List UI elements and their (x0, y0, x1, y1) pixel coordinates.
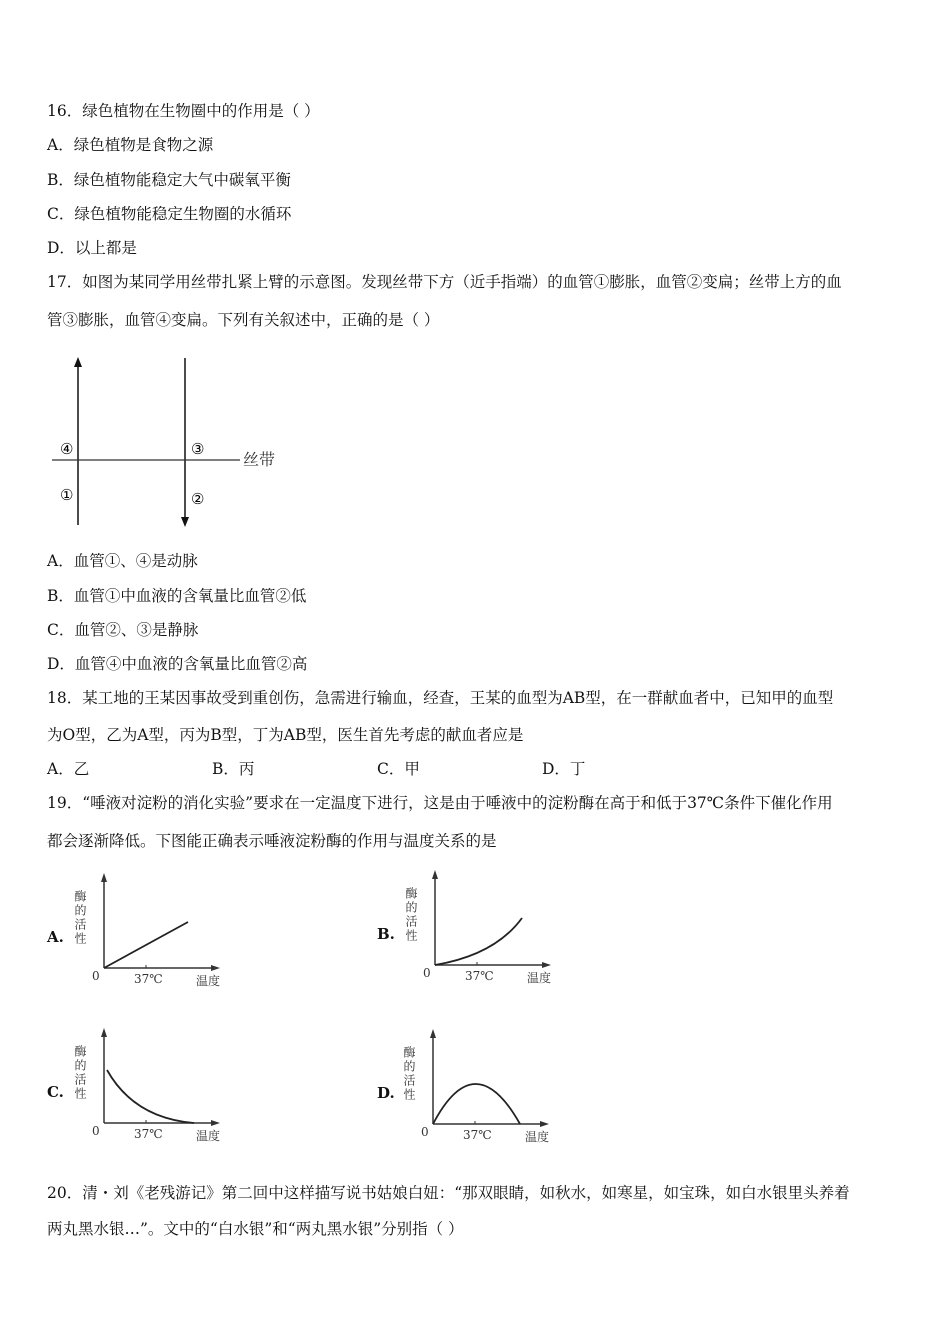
q18-stem-line1: 18．某工地的王某因事故受到重创伤，急需进行输血，经查，王某的血型为AB型，在一群献血者中，已知甲的血型 (47, 689, 834, 707)
enzyme-graph-d (403, 1024, 583, 1154)
q17-stem-line1: 17．如图为某同学用丝带扎紧上臂的示意图。发现丝带下方（近手指端）的血管①膨胀，血管②变扁；丝带上方的血 (47, 273, 842, 291)
tourniquet-diagram (50, 355, 290, 535)
q16-option-c: C．绿色植物能稳定生物圈的水循环 (47, 205, 292, 223)
tick-label-37c: 37℃ (465, 969, 494, 983)
q19-stem-line1: 19．“唾液对淀粉的消化实验”要求在一定温度下进行，这是由于唾液中的淀粉酶在高于和低于37℃条件下催化作用 (47, 794, 833, 812)
activity-curve (107, 1070, 194, 1123)
x-axis-label: 温度 (525, 1130, 550, 1144)
y-axis-arrow (101, 1028, 107, 1037)
y-axis-arrow (430, 1029, 436, 1038)
x-axis-arrow (542, 962, 551, 968)
activity-curve (435, 918, 522, 965)
origin-label: 0 (421, 1125, 429, 1139)
q17-stem-line2: 管③膨胀，血管④变扁。下列有关叙述中，正确的是（ ） (47, 311, 440, 329)
label-vessel-4: ④ (60, 440, 74, 458)
tick-label-37c: 37℃ (463, 1128, 492, 1142)
label-vessel-1: ① (60, 486, 74, 504)
q17-option-a: A．血管①、④是动脉 (47, 552, 198, 570)
q19-stem-line2: 都会逐渐降低。下图能正确表示唾液淀粉酶的作用与温度关系的是 (47, 832, 497, 850)
origin-label: 0 (92, 1124, 100, 1138)
q16-option-b: B．绿色植物能稳定大气中碳氧平衡 (47, 171, 291, 189)
y-axis-arrow (432, 870, 438, 879)
q16-option-d: D．以上都是 (47, 239, 137, 257)
q18-option-a: A．乙 (47, 760, 90, 778)
x-axis-label: 温度 (196, 974, 221, 988)
graph-option-label: D. (377, 1084, 395, 1102)
y-axis-label: 酶的活性 (402, 1046, 416, 1102)
y-axis-label: 酶的活性 (73, 890, 87, 946)
q16-option-a: A．绿色植物是食物之源 (47, 136, 214, 154)
enzyme-graph-a (74, 868, 254, 998)
x-axis-label: 温度 (196, 1129, 221, 1143)
tick-label-37c: 37℃ (134, 1127, 163, 1141)
graph-option-label: C. (47, 1083, 64, 1101)
q16-stem: 16．绿色植物在生物圈中的作用是（ ） (47, 102, 320, 120)
q18-option-d: D．丁 (542, 760, 586, 778)
q18-stem-line2: 为O型，乙为A型，丙为B型，丁为AB型，医生首先考虑的献血者应是 (47, 726, 524, 744)
q17-option-c: C．血管②、③是静脉 (47, 621, 199, 639)
x-axis-arrow (211, 965, 220, 971)
q17-option-d: D．血管④中血液的含氧量比血管②高 (47, 655, 308, 673)
y-axis-label: 酶的活性 (404, 887, 418, 943)
x-axis-arrow (540, 1121, 549, 1127)
activity-curve (104, 922, 188, 968)
graph-option-label: A. (47, 928, 64, 946)
enzyme-graph-b (405, 865, 585, 995)
label-vessel-2: ② (191, 490, 205, 508)
q20-stem-line2: 两丸黑水银…”。文中的“白水银”和“两丸黑水银”分别指（ ） (47, 1220, 464, 1238)
x-axis-arrow (211, 1120, 220, 1126)
y-axis-arrow (101, 873, 107, 882)
origin-label: 0 (92, 969, 100, 983)
activity-curve (433, 1084, 520, 1124)
q18-option-b: B．丙 (212, 760, 255, 778)
q18-option-c: C．甲 (377, 760, 420, 778)
label-vessel-3: ③ (191, 440, 205, 458)
tick-label-37c: 37℃ (134, 972, 163, 986)
q20-stem-line1: 20．清・刘《老残游记》第二回中这样描写说书姑娘白妞：“那双眼睛，如秋水，如寒星，如宝珠，如白水银里头养着 (47, 1184, 850, 1202)
graph-option-label: B. (377, 925, 395, 943)
q17-option-b: B．血管①中血液的含氧量比血管②低 (47, 587, 307, 605)
y-axis-label: 酶的活性 (73, 1045, 87, 1101)
x-axis-label: 温度 (527, 971, 552, 985)
enzyme-graph-c (74, 1023, 254, 1153)
band-label: 丝带 (243, 450, 276, 469)
origin-label: 0 (423, 966, 431, 980)
